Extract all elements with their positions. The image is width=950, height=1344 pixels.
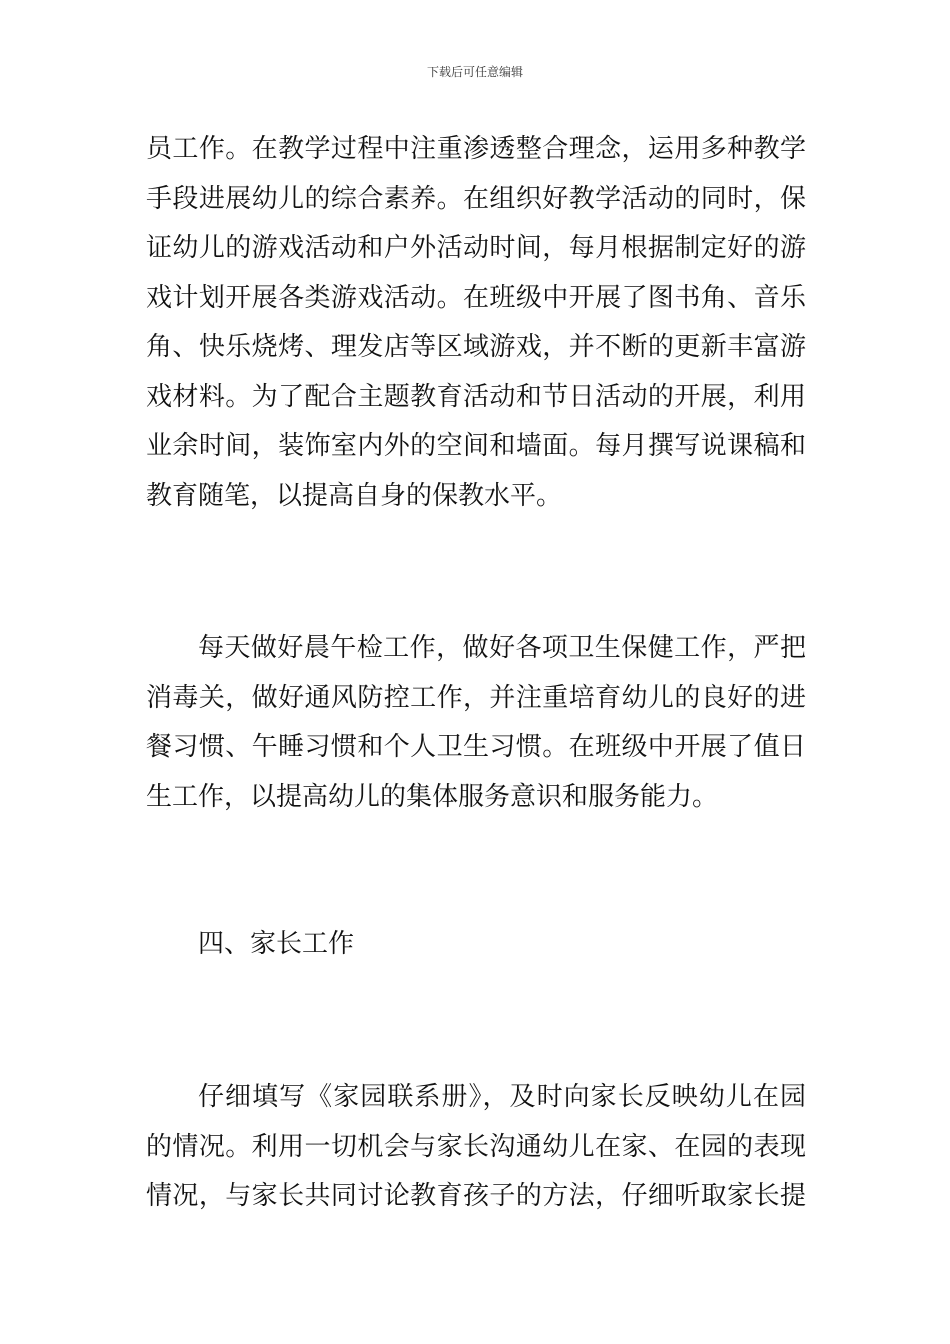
- paragraph-line: 业余时间，装饰室内外的空间和墙面。每月撰写说课稿和: [146, 431, 806, 461]
- paragraph-line: 证幼儿的游戏活动和户外活动时间，每月根据制定好的游: [146, 233, 806, 263]
- section-heading-parent-work: [146, 920, 806, 970]
- paragraph-line: 消毒关，做好通风防控工作，并注重培育幼儿的良好的进: [146, 682, 806, 713]
- paragraph-line: 戏材料。为了配合主题教育活动和节日活动的开展，利用: [146, 381, 806, 412]
- paragraph-line: 每天做好晨午检工作，做好各项卫生保健工作，严把: [198, 633, 806, 663]
- paragraph-parent-contact: [146, 1073, 806, 1222]
- paragraph-line: 餐习惯、午睡习惯和个人卫生习惯。在班级中开展了值日: [146, 732, 806, 762]
- paragraph-line: 教育随笔，以提高自身的保教水平。: [146, 480, 563, 511]
- paragraph-line: 情况，与家长共同讨论教育孩子的方法，仔细听取家长提: [146, 1181, 806, 1211]
- paragraph-line: 生工作，以提高幼儿的集体服务意识和服务能力。: [146, 781, 719, 812]
- paragraph-line: 戏计划开展各类游戏活动。在班级中开展了图书角、音乐: [146, 282, 806, 313]
- paragraph-line: 的情况。利用一切机会与家长沟通幼儿在家、在园的表现: [146, 1131, 806, 1162]
- paragraph-teaching-work: [146, 125, 806, 521]
- paragraph-health-care: [146, 624, 806, 822]
- page-header: 下载后可任意编辑: [426, 65, 523, 79]
- paragraph-line: 员工作。在教学过程中注重渗透整合理念，运用多种教学: [146, 134, 806, 164]
- section-heading: 四、家长工作: [198, 929, 355, 959]
- paragraph-line: 角、快乐烧烤、理发店等区域游戏，并不断的更新丰富游: [146, 332, 806, 362]
- paragraph-line: 手段进展幼儿的综合素养。在组织好教学活动的同时，保: [146, 183, 806, 214]
- paragraph-line: 仔细填写《家园联系册》，及时向家长反映幼儿在园: [198, 1082, 806, 1112]
